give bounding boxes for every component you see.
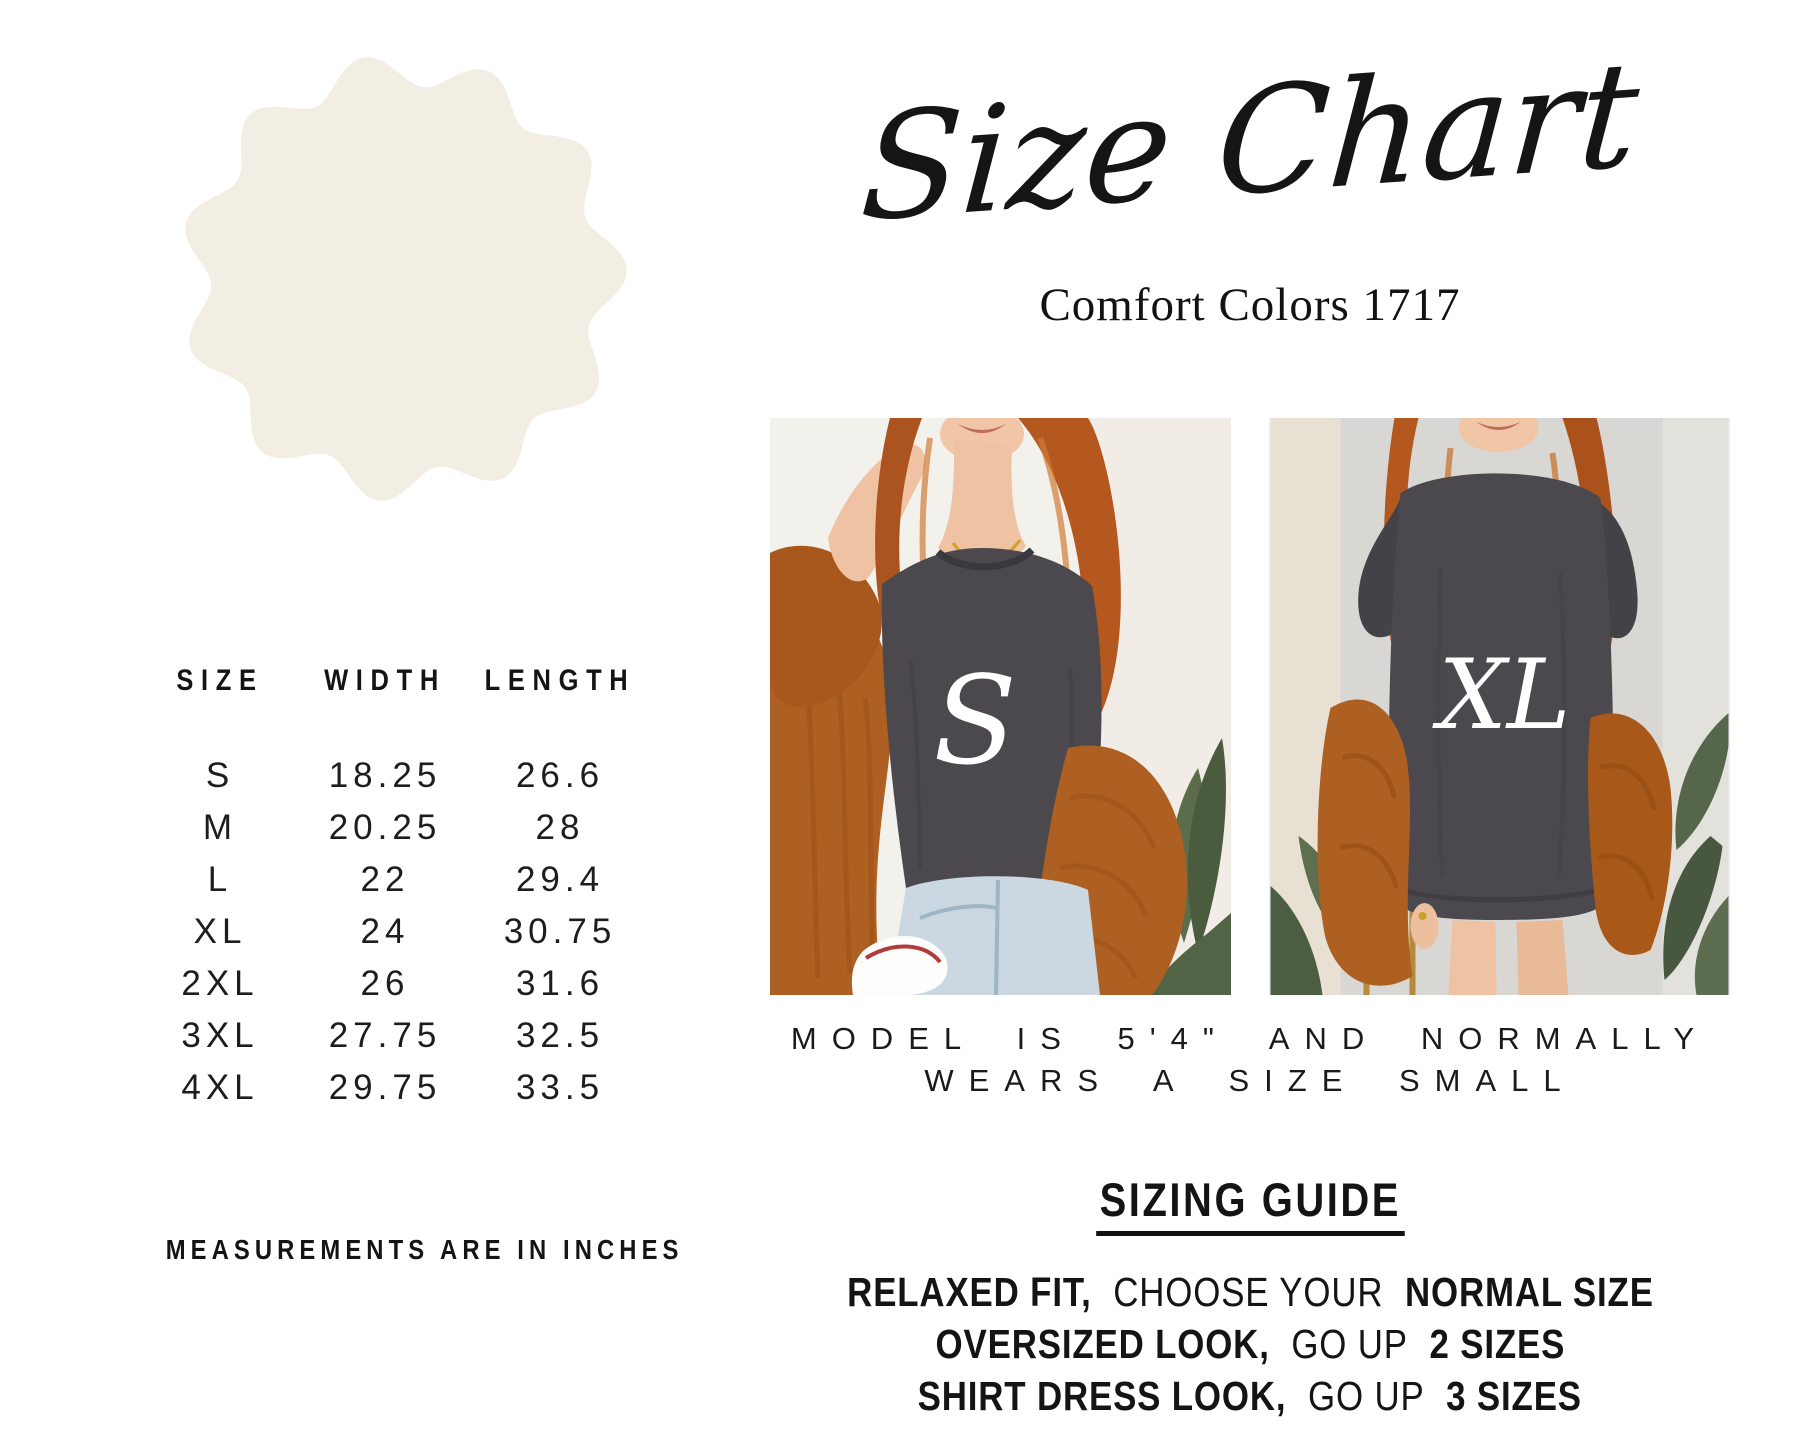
guide-regular-text: GO UP bbox=[1308, 1373, 1425, 1419]
page-title: Size Chart bbox=[856, 29, 1644, 255]
model-caption-line1: MODEL IS 5'4" AND NORMALLY bbox=[790, 1021, 1710, 1056]
right-column bbox=[770, 0, 1730, 1440]
table-row bbox=[135, 958, 655, 1010]
cell-size: 2XL bbox=[181, 964, 259, 1003]
cell-width: 26 bbox=[360, 964, 410, 1003]
model-caption bbox=[770, 1018, 1730, 1102]
cell-size: S bbox=[205, 756, 235, 795]
table-row bbox=[135, 802, 655, 854]
guide-bold-text: OVERSIZED LOOK, bbox=[935, 1321, 1270, 1367]
cell-length: 26.6 bbox=[515, 756, 605, 795]
size-table-body bbox=[135, 750, 655, 1114]
cell-length: 33.5 bbox=[515, 1068, 605, 1107]
cell-length: 32.5 bbox=[515, 1016, 605, 1055]
model-photo-s-illustration bbox=[770, 418, 1231, 995]
guide-regular-text: CHOOSE YOUR bbox=[1112, 1269, 1383, 1315]
table-row bbox=[135, 750, 655, 802]
guide-bold-text: SHIRT DRESS LOOK, bbox=[917, 1373, 1287, 1419]
guide-bold-text: 2 SIZES bbox=[1429, 1321, 1565, 1367]
scalloped-badge-shape bbox=[185, 57, 627, 501]
col-header-width: WIDTH bbox=[324, 664, 446, 697]
sizing-guide-heading-wrap bbox=[770, 1172, 1730, 1236]
guide-bold-text: 3 SIZES bbox=[1446, 1373, 1583, 1419]
cell-size: L bbox=[207, 860, 233, 899]
size-table-header-row bbox=[135, 664, 655, 698]
sizing-guide-line-relaxed bbox=[770, 1266, 1730, 1318]
cell-width: 29.75 bbox=[328, 1068, 442, 1107]
sizing-guide-line-shirt-dress bbox=[770, 1370, 1730, 1422]
cell-width: 22 bbox=[360, 860, 410, 899]
guide-bold-text: RELAXED FIT, bbox=[846, 1269, 1092, 1315]
scalloped-badge bbox=[168, 50, 638, 508]
model-photo-size-xl bbox=[1269, 418, 1730, 995]
table-row bbox=[135, 1010, 655, 1062]
col-header-size: SIZE bbox=[176, 664, 264, 697]
cell-length: 31.6 bbox=[515, 964, 605, 1003]
size-table bbox=[135, 664, 655, 1114]
cell-length: 30.75 bbox=[503, 912, 617, 951]
sizing-guide-lines bbox=[770, 1266, 1730, 1422]
model-photo-size-s bbox=[770, 418, 1231, 995]
cell-width: 20.25 bbox=[328, 808, 442, 847]
col-header-length: LENGTH bbox=[484, 664, 636, 697]
cell-size: 4XL bbox=[181, 1068, 259, 1107]
sizing-guide-line-oversized bbox=[770, 1318, 1730, 1370]
cell-size: XL bbox=[193, 912, 247, 951]
model-caption-line2: WEARS A SIZE SMALL bbox=[924, 1063, 1576, 1098]
cell-width: 27.75 bbox=[328, 1016, 442, 1055]
shirt-size-letter-xl: XL bbox=[1438, 639, 1571, 751]
page-subtitle: Comfort Colors 1717 bbox=[1039, 279, 1461, 331]
guide-regular-text: GO UP bbox=[1290, 1321, 1408, 1367]
cell-size: M bbox=[202, 808, 238, 847]
measurements-note bbox=[120, 1234, 684, 1266]
table-row bbox=[135, 1062, 655, 1114]
guide-bold-text: NORMAL SIZE bbox=[1404, 1269, 1654, 1315]
sizing-guide-heading: SIZING GUIDE bbox=[1096, 1172, 1404, 1236]
model-photos bbox=[770, 418, 1730, 995]
table-row bbox=[135, 854, 655, 906]
cell-width: 24 bbox=[360, 912, 410, 951]
cell-width: 18.25 bbox=[328, 756, 442, 795]
shirt-size-letter-s: S bbox=[933, 650, 1017, 792]
measurements-note-text: MEASUREMENTS ARE IN INCHES bbox=[165, 1234, 684, 1265]
table-row bbox=[135, 906, 655, 958]
model-photo-xl-illustration bbox=[1269, 418, 1730, 995]
cell-length: 28 bbox=[535, 808, 585, 847]
cell-size: 3XL bbox=[181, 1016, 259, 1055]
cell-length: 29.4 bbox=[515, 860, 605, 899]
